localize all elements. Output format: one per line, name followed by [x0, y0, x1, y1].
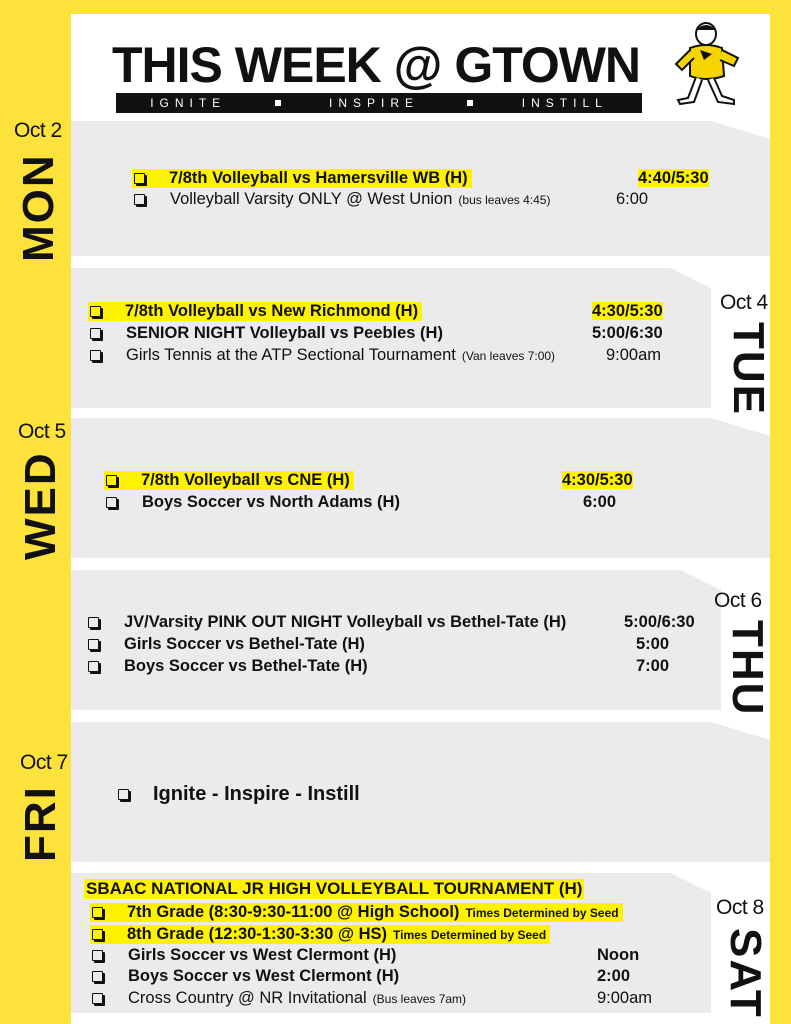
saturday-label: SAT [721, 928, 770, 1019]
tournament-heading: SBAAC NATIONAL JR HIGH VOLLEYBALL TOURNAMENT (H) [86, 878, 583, 898]
mascot-logo-icon [660, 20, 750, 110]
thursday-label: THU [723, 620, 772, 717]
event-time: 6:00 [583, 493, 617, 511]
list-item: 7/8th Volleyball vs Hamersville WB (H) [132, 168, 472, 189]
checkbox-icon [118, 789, 129, 800]
event-time: 9:00am [606, 346, 662, 364]
monday-date: Oct 2 [14, 119, 62, 142]
list-item: Volleyball Varsity ONLY @ West Union (bus leaves 4:45) [134, 189, 550, 210]
list-item: 7/8th Volleyball vs CNE (H) [104, 470, 354, 491]
list-item: Boys Soccer vs Bethel-Tate (H) [88, 656, 368, 677]
checkbox-icon [90, 350, 101, 361]
event-time: 4:30/5:30 [592, 302, 663, 320]
checkbox-icon [88, 617, 99, 628]
right-accent-bar [770, 0, 791, 1024]
list-item: Boys Soccer vs West Clermont (H) [92, 966, 399, 987]
event-time: 5:00/6:30 [592, 324, 663, 342]
list-item: Girls Tennis at the ATP Sectional Tournament (Van leaves 7:00) [90, 345, 555, 366]
list-item: SENIOR NIGHT Volleyball vs Peebles (H) [90, 323, 443, 344]
list-item: JV/Varsity PINK OUT NIGHT Volleyball vs Bethel-Tate (H) [88, 612, 566, 633]
event-time: 5:00 [636, 635, 670, 653]
checkbox-icon [134, 194, 145, 205]
checkbox-icon [88, 661, 99, 672]
event-time: 6:00 [616, 190, 649, 208]
event-time: 9:00am [597, 989, 653, 1007]
saturday-date: Oct 8 [716, 896, 764, 919]
monday-label: MON [14, 153, 63, 262]
tagline-ignite: IGNITE [150, 96, 227, 110]
checkbox-icon [134, 173, 145, 184]
top-accent-bar [71, 0, 791, 14]
square-bullet-icon [467, 100, 473, 106]
friday-label: FRI [16, 785, 65, 862]
list-item: 8th Grade (12:30-1:30-3:30 @ HS) Times Determined by Seed [90, 924, 550, 945]
wednesday-date: Oct 5 [18, 420, 66, 443]
list-item: 7th Grade (8:30-9:30-11:00 @ High School) Times Determined by Seed [90, 902, 623, 923]
tagline-instill: INSTILL [521, 96, 608, 110]
friday-date: Oct 7 [20, 751, 68, 774]
tagline-inspire: INSPIRE [328, 96, 419, 110]
checkbox-icon [92, 971, 103, 982]
tuesday-date: Oct 4 [720, 291, 768, 314]
event-time: 2:00 [597, 967, 631, 985]
checkbox-icon [92, 950, 103, 961]
list-item: Ignite - Inspire - Instill [118, 782, 360, 806]
checkbox-icon [90, 328, 101, 339]
page-title: THIS WEEK @ GTOWN [112, 37, 641, 93]
checkbox-icon [92, 929, 103, 940]
wednesday-label: WED [16, 451, 65, 560]
event-time: 4:40/5:30 [638, 169, 709, 187]
list-item: 7/8th Volleyball vs New Richmond (H) [88, 301, 422, 322]
list-item: Boys Soccer vs North Adams (H) [106, 492, 400, 513]
checkbox-icon [92, 907, 103, 918]
checkbox-icon [92, 993, 103, 1004]
event-time: 7:00 [636, 657, 670, 675]
checkbox-icon [88, 639, 99, 650]
event-time: 5:00/6:30 [624, 613, 695, 631]
thursday-date: Oct 6 [714, 589, 762, 612]
list-item: Cross Country @ NR Invitational (Bus leaves 7am) [92, 988, 466, 1009]
tuesday-label: TUE [724, 322, 773, 416]
checkbox-icon [106, 497, 117, 508]
square-bullet-icon [275, 100, 281, 106]
list-item: Girls Soccer vs Bethel-Tate (H) [88, 634, 365, 655]
checkbox-icon [106, 475, 117, 486]
event-time: Noon [597, 946, 640, 964]
checkbox-icon [90, 306, 101, 317]
tagline-bar [116, 93, 642, 113]
list-item: Girls Soccer vs West Clermont (H) [92, 945, 396, 966]
event-time: 4:30/5:30 [562, 471, 633, 489]
